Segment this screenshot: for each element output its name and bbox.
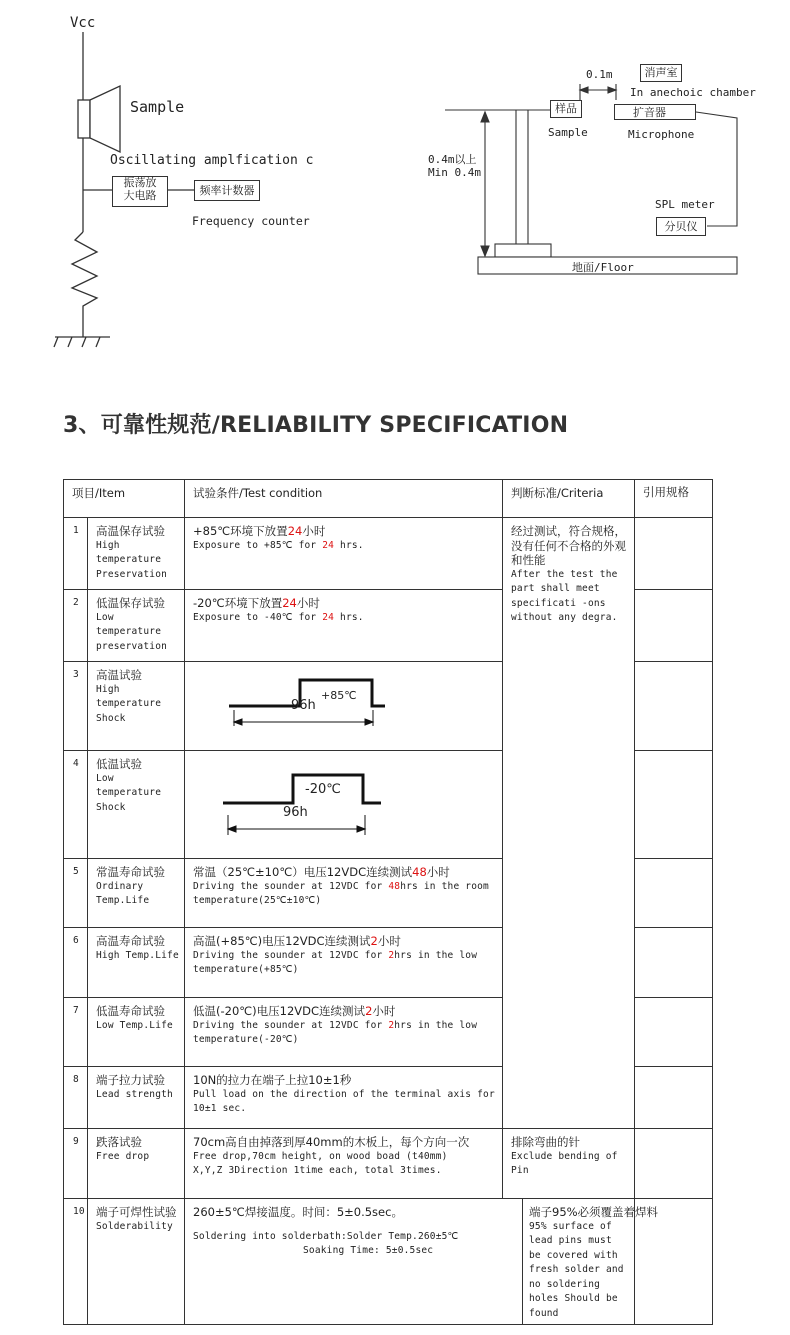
spl-setup-lines [400,0,790,290]
condition-cell [185,518,503,590]
row-number: 6 [64,928,88,998]
sample-label: Sample [130,98,185,116]
sample-box: 样品 [550,100,582,118]
reliability-spec-table [63,479,713,1325]
high-temp-duration: 96h [291,698,316,713]
criteria-en: After the test the part shall meet specificati -ons without any degra. [511,568,618,623]
cond-zh: -20℃环境下放置 [193,596,283,610]
cond-zh-highlight: 2 [370,934,378,948]
reference-cell [635,518,713,590]
cond-zh: 260±5℃焊接温度。时间：5±0.5sec。 [193,1205,403,1219]
low-temp-profile-graph [185,751,503,858]
cond-en: Driving the sounder at 12VDC for [193,1019,389,1031]
row-number: 9 [64,1129,88,1199]
reference-cell [635,859,713,928]
item-zh: 端子拉力试验 [96,1073,165,1087]
reference-cell [635,590,713,662]
reference-cell [635,998,713,1067]
low-temp-label: -20℃ [305,782,341,797]
row-number: 7 [64,998,88,1067]
item-en: Ordinary Temp.Life [96,880,150,906]
header-criteria: 判断标准/Criteria [503,480,635,518]
item-cell [88,1129,185,1199]
item-zh: 高温保存试验 [96,524,165,538]
criteria-zh: 经过测试，符合规格，没有任何不合格的外观和性能 [511,524,626,567]
item-en: Low Temp.Life [96,1019,173,1031]
cond-zh: 低温(-20℃)电压12VDC连续测试 [193,1004,366,1018]
distance-label: 0.1m [586,68,613,81]
reference-cell [635,662,713,751]
frequency-counter-box: 频率计数器 [194,180,260,201]
cond-en-highlight: 2 [388,949,395,961]
item-en: Low temperature Shock [96,772,162,813]
cond-en-line2: X,Y,Z 3Direction 1time each, total 3times. [193,1165,442,1176]
condition-cell [185,1067,503,1129]
header-condition: 试验条件/Test condition [185,480,503,518]
header-reference: 引用规格 [635,480,713,518]
cond-en-unit: hrs. [334,611,364,623]
cond-zh-highlight: 24 [287,524,303,538]
row-number: 3 [64,662,88,751]
reference-cell [635,751,713,859]
cond-en-unit: hrs in the room temperature(25℃±10℃) [193,880,489,906]
cond-en-unit: hrs in the low temperature(+85℃) [193,949,478,975]
cond-zh: +85℃环境下放置 [193,524,288,538]
item-zh: 常温寿命试验 [96,865,165,879]
item-zh: 低温寿命试验 [96,1004,165,1018]
condition-cell [185,998,503,1067]
spl-meter-box: 分贝仪 [656,217,706,236]
criteria-cell [523,1199,659,1325]
cond-en: Driving the sounder at 12VDC for [193,949,389,961]
microphone-label: Microphone [628,128,695,141]
cond-zh: 高温(+85℃)电压12VDC连续测试 [193,934,371,948]
item-zh: 高温试验 [96,668,142,682]
condition-cell [185,928,503,998]
item-cell [88,590,185,662]
amplifier-box-line2: 大电路 [123,188,157,202]
spl-meter-label: SPL meter [655,198,715,211]
cond-en-highlight: 24 [322,611,335,623]
cond-en-line1: Free drop,70cm height, on wood boad (t40mm) [193,1150,448,1162]
item-cell [88,751,185,859]
item-zh: 低温保存试验 [96,596,165,610]
item-en: Low temperature preservation [96,611,168,652]
high-temp-profile-graph [185,662,503,750]
item-zh: 低温试验 [96,757,142,771]
cond-zh: 10N的拉力在端子上拉10±1秒 [193,1073,352,1087]
item-cell [88,518,185,590]
reference-cell [635,1129,713,1199]
item-zh: 端子可焊性试验 [96,1205,177,1219]
criteria-en: Exclude bending of Pin [511,1150,618,1176]
cond-en-highlight: 48 [388,880,401,892]
condition-cell [185,1199,523,1325]
item-cell [88,998,185,1067]
reference-cell [635,1067,713,1129]
cond-zh-highlight: 2 [365,1004,373,1018]
cond-zh-unit: 小时 [302,524,326,538]
sample-en-label: Sample [548,126,588,139]
height-en-label: Min 0.4m [428,166,481,179]
table-row [64,518,713,590]
amplifier-box [112,176,168,207]
microphone-box: 扩音器 [614,104,696,120]
cond-en-highlight: 2 [388,1019,395,1031]
item-en: Lead strength [96,1088,173,1100]
criteria-en: 95% surface of lead pins must be covered with fresh solder and no soldering holes Should be found [529,1220,624,1319]
item-en: Solderability [96,1220,173,1232]
row-number: 4 [64,751,88,859]
item-en: High Temp.Life [96,949,179,961]
condition-cell [185,590,503,662]
item-zh: 跌落试验 [96,1135,142,1149]
cond-en-highlight: 24 [322,539,335,551]
amplifier-box-line1: 振荡放 [123,176,157,189]
anechoic-chamber-label: In anechoic chamber [630,86,756,99]
frequency-counter-label: Frequency counter [192,214,310,228]
vcc-label: Vcc [70,15,96,31]
item-en: Free drop [96,1150,150,1162]
cond-zh: 70cm高自由掉落到厚40mm的木板上，每个方向一次 [193,1135,470,1149]
row-number: 8 [64,1067,88,1129]
anechoic-chamber-box: 消声室 [640,64,682,82]
condition-cell [185,859,503,928]
cond-en-line1: Soldering into solderbath:Solder Temp.260±5℃ [193,1230,459,1242]
cond-zh-unit: 小时 [296,596,320,610]
criteria-zh: 排除弯曲的针 [511,1135,580,1149]
item-cell [88,662,185,751]
item-en: High temperature Shock [96,683,162,724]
cond-zh-unit: 小时 [372,1004,396,1018]
cond-en: Exposure to -40℃ for [193,611,323,623]
item-zh: 高温寿命试验 [96,934,165,948]
condition-cell [185,1129,503,1199]
criteria-zh: 端子95%必须覆盖着焊料 [529,1205,659,1219]
cond-zh-highlight: 24 [282,596,297,610]
low-temp-duration: 96h [283,805,308,820]
height-zh-label: 0.4m以上 [428,153,477,166]
row-number: 1 [64,518,88,590]
cond-en: Driving the sounder at 12VDC for [193,880,389,892]
row-number: 10 [64,1199,88,1325]
table-row [64,1199,713,1325]
table-row [64,1129,713,1199]
cond-en-unit: hrs in the low temperature(-20℃) [193,1019,478,1045]
cond-en: Exposure to +85℃ for [193,539,323,551]
floor-label: 地面/Floor [572,261,634,274]
cond-en-line2: Soaking Time: 5±0.5sec [303,1245,434,1256]
cond-zh-unit: 小时 [426,865,450,879]
item-cell [88,859,185,928]
criteria-cell [503,1129,635,1199]
item-cell [88,928,185,998]
item-cell [88,1067,185,1129]
condition-cell [185,751,503,859]
section-title: 3、可靠性规范/RELIABILITY SPECIFICATION [63,413,569,438]
item-en: High temperature Preservation [96,539,168,580]
cond-zh: 常温（25℃±10℃）电压12VDC连续测试 [193,865,413,879]
criteria-common-cell [503,518,635,1129]
row-number: 2 [64,590,88,662]
row-number: 5 [64,859,88,928]
table-header-row [64,480,713,518]
cond-zh-unit: 小时 [377,934,401,948]
reference-cell [635,928,713,998]
cond-zh-highlight: 48 [412,865,427,879]
item-cell [88,1199,185,1325]
header-item: 项目/Item [64,480,185,518]
high-temp-label: +85℃ [321,689,357,702]
condition-cell [185,662,503,751]
oscillating-label: Oscillating amplfication c [110,153,314,168]
cond-en-unit: hrs. [334,539,364,551]
cond-en: Pull load on the direction of the terminal axis for 10±1 sec. [193,1088,495,1114]
